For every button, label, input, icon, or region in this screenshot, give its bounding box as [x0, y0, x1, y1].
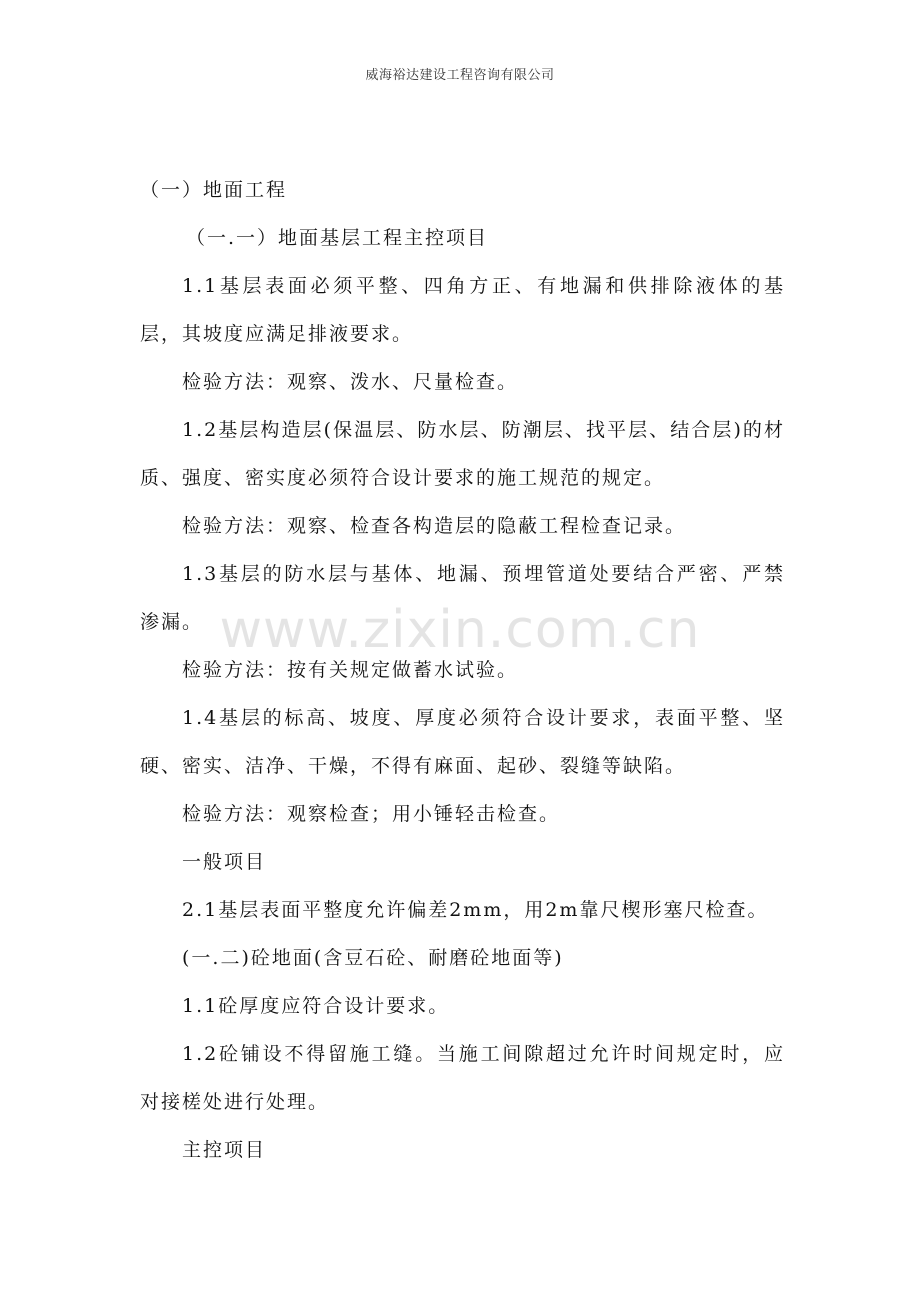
paragraph: 1.3基层的防水层与基体、地漏、预埋管道处要结合严密、严禁渗漏。: [140, 563, 785, 633]
paragraph: 检验方法：按有关规定做蓄水试验。: [182, 659, 519, 681]
paragraph: 检验方法：观察检查；用小锤轻击检查。: [182, 803, 561, 825]
watermark: www.zixin.com.cn: [219, 600, 701, 660]
paragraph: 1.2砼铺设不得留施工缝。当施工间隙超过允许时间规定时，应对接槎处进行处理。: [140, 1043, 785, 1113]
paragraph: 检验方法：观察、检查各构造层的隐蔽工程检查记录。: [182, 515, 687, 537]
subheading: 主控项目: [182, 1139, 267, 1161]
paragraph: 1.2基层构造层(保温层、防水层、防潮层、找平层、结合层)的材质、强度、密实度必须符合设计要求的施工规范的规定。: [140, 419, 785, 489]
section-title: （一）地面工程: [140, 179, 288, 201]
paragraph: 2.1基层表面平整度允许偏差2mm，用2m靠尺楔形塞尺检查。: [182, 899, 769, 921]
page-header: 威海裕达建设工程咨询有限公司: [365, 68, 555, 83]
paragraph: 检验方法：观察、泼水、尺量检查。: [182, 371, 519, 393]
document-body: [140, 166, 785, 1174]
paragraph: 1.1基层表面必须平整、四角方正、有地漏和供排除液体的基层，其坡度应满足排液要求。: [140, 275, 785, 345]
subsection-title: （一.一）地面基层工程主控项目: [186, 227, 489, 249]
subheading: 一般项目: [182, 851, 267, 873]
subsection-title: (一.二)砼地面(含豆石砼、耐磨砼地面等): [182, 947, 564, 969]
paragraph: 1.1砼厚度应符合设计要求。: [182, 995, 450, 1017]
paragraph: 1.4基层的标高、坡度、厚度必须符合设计要求，表面平整、坚硬、密实、洁净、干燥，不得有麻面、起砂、裂缝等缺陷。: [140, 707, 785, 777]
